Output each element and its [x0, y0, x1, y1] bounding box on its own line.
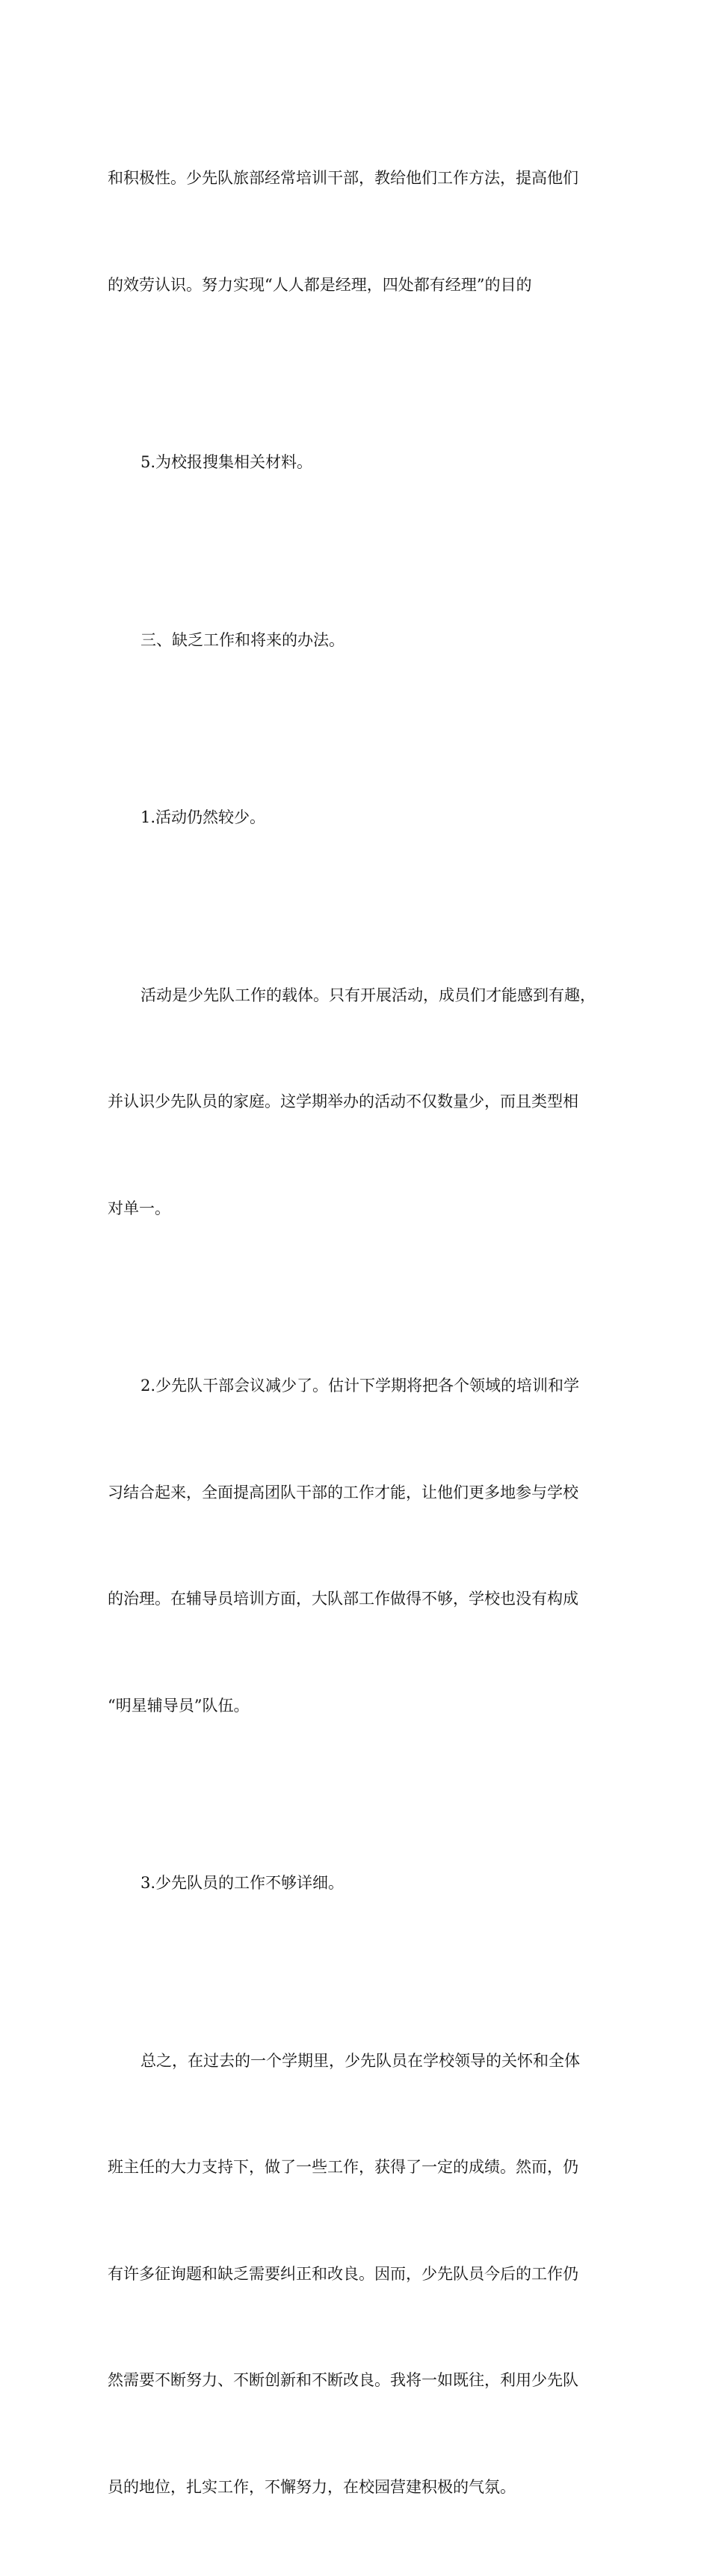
text-line: 对单一。 [108, 1191, 623, 1227]
paragraph-item-3 [108, 1795, 623, 1973]
paragraph-item-5 [108, 374, 623, 552]
text-line: 2.少先队干部会议减少了。估计下学期将把各个领域的培训和学 [108, 1368, 623, 1404]
paragraph-continuation [108, 90, 623, 374]
text-line: 习结合起来，全面提高团队干部的工作才能，让他们更多地参与学校 [108, 1475, 623, 1511]
document-page [0, 0, 710, 920]
text-line: 并认识少先队员的家庭。这学期举办的活动不仅数量少，而且类型相 [108, 1084, 623, 1120]
paragraph-item-2 [108, 1297, 623, 1795]
text-line: 然需要不断努力、不断创新和不断改良。我将一如既往，利用少先队 [108, 2363, 623, 2399]
text-line: 5.为校报搜集相关材料。 [108, 445, 623, 481]
section-heading: 三、缺乏工作和将来的办法。 [108, 623, 623, 659]
section-heading-3 [108, 552, 623, 730]
text-line: 有许多征询题和缺乏需要纠正和改良。因而，少先队员今后的工作仍 [108, 2257, 623, 2293]
paragraph-activities [108, 907, 623, 1298]
paragraph-conclusion [108, 1973, 623, 2576]
text-line: 总之，在过去的一个学期里，少先队员在学校领导的关怀和全体 [108, 2044, 623, 2079]
text-line: 3.少先队员的工作不够详细。 [108, 1866, 623, 1902]
document-body [108, 90, 623, 2576]
text-line: 班主任的大力支持下，做了一些工作，获得了一定的成绩。然而，仍 [108, 2150, 623, 2186]
paragraph-item-1 [108, 729, 623, 907]
text-line: 员的地位，扎实工作，不懈努力，在校园营建积极的气氛。 [108, 2470, 623, 2506]
text-line: 1.活动仍然较少。 [108, 800, 623, 836]
text-line: 的效劳认识。努力实现“人人都是经理，四处都有经理”的目的 [108, 268, 623, 304]
text-line: 和积极性。少先队旅部经常培训干部，教给他们工作方法，提高他们 [108, 161, 623, 197]
text-line: 的治理。在辅导员培训方面，大队部工作做得不够，学校也没有构成 [108, 1581, 623, 1617]
text-line: 活动是少先队工作的载体。只有开展活动，成员们才能感到有趣， [108, 978, 623, 1014]
text-line: “明星辅导员”队伍。 [108, 1688, 623, 1724]
